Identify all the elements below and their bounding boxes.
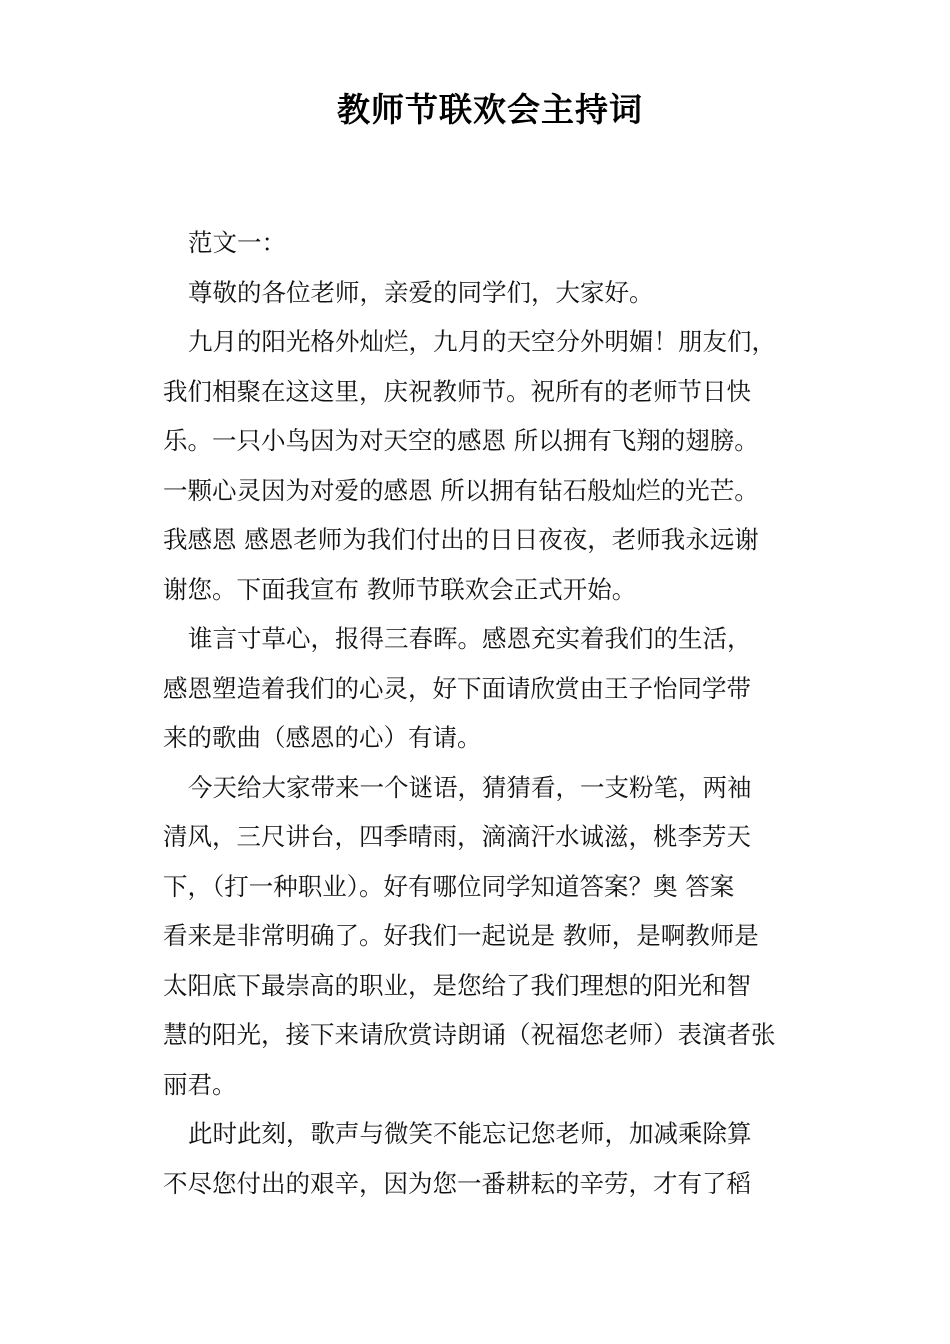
text-line: 九月的阳光格外灿烂，九月的天空分外明媚！朋友们， [188, 327, 776, 356]
text-line: 此时此刻，歌声与微笑不能忘记您老师，加减乘除算 [188, 1119, 752, 1148]
text-line: 感恩塑造着我们的心灵，好下面请欣赏由王子怡同学带 [163, 673, 751, 703]
text-line: 尊敬的各位老师，亲爱的同学们，大家好。 [188, 277, 654, 307]
text-line: 范文一： [188, 228, 286, 257]
text-line: 看来是非常明确了。好我们一起说是 教师，是啊教师是 [163, 921, 759, 950]
text-line: 乐。一只小鸟因为对天空的感恩 所以拥有飞翔的翅膀。 [163, 426, 759, 455]
document-title: 教师节联欢会主持词 [337, 90, 643, 129]
text-line: 慧的阳光，接下来请欣赏诗朗诵（祝福您老师）表演者张 [163, 1020, 776, 1049]
text-line: 我感恩 感恩老师为我们付出的日日夜夜，老师我永远谢 [163, 525, 759, 554]
text-line: 今天给大家带来一个谜语，猜猜看，一支粉笔，两袖 [188, 772, 752, 802]
paragraph-salutation-heading [163, 218, 793, 268]
text-line: 谁言寸草心，报得三春晖。感恩充实着我们的生活， [188, 624, 752, 653]
paragraph-riddle [163, 763, 793, 1110]
text-line: 下，（打一种职业）。好有哪位同学知道答案？奥 答案 [163, 871, 735, 901]
text-line: 丽君。 [163, 1069, 237, 1099]
text-line: 谢您。下面我宣布 教师节联欢会正式开始。 [163, 574, 637, 604]
paragraph-greeting [163, 268, 793, 318]
text-line: 不尽您付出的艰辛，因为您一番耕耘的辛劳，才有了稻 [163, 1168, 751, 1198]
paragraph-tribute [163, 1109, 793, 1208]
text-line: 来的歌曲（感恩的心）有请。 [163, 723, 482, 752]
text-line: 一颗心灵因为对爱的感恩 所以拥有钻石般灿烂的光芒。 [163, 475, 759, 505]
text-line: 太阳底下最崇高的职业，是您给了我们理想的阳光和智 [163, 970, 751, 1000]
paragraph-song-intro [163, 614, 793, 763]
document-body [163, 218, 793, 1208]
text-line: 清风，三尺讲台，四季晴雨，滴滴汗水诚滋，桃李芳天 [163, 822, 751, 851]
paragraph-opening [163, 317, 793, 614]
text-line: 我们相聚在这这里，庆祝教师节。祝所有的老师节日快 [163, 376, 751, 406]
